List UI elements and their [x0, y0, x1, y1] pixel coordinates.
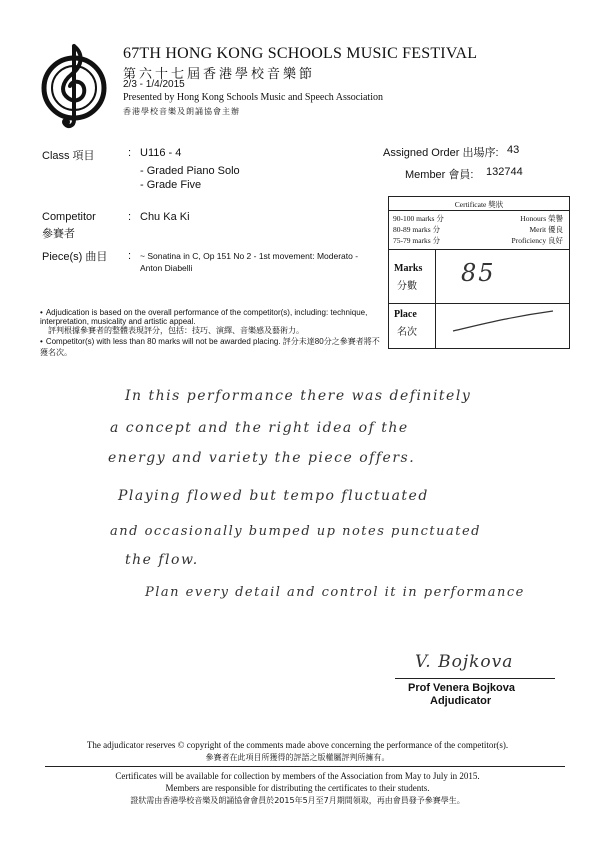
- presented-by-en: Presented by Hong Kong Schools Music and Speech Association: [123, 92, 383, 103]
- festival-title-zh: 第六十七屆香港學校音樂節: [123, 67, 316, 82]
- competitor-label-zh: 參賽者: [42, 228, 75, 240]
- competitor-colon: :: [128, 211, 132, 223]
- cert-award-proficiency: Proficiency 良好: [511, 236, 563, 245]
- assigned-order-value: 43: [507, 144, 520, 156]
- member-label: Member 會員:: [405, 169, 474, 181]
- collection-en: Certificates will be available for collection by members of the Association from May to July in 2015.: [115, 771, 480, 781]
- cert-range-proficiency: 75-79 marks 分: [393, 236, 441, 245]
- place-label-en: Place: [394, 309, 417, 320]
- comment-line: the flow.: [125, 552, 199, 568]
- piece-line-1: ~ Sonatina in C, Op 151 No 2 - 1st movement: Moderato -: [140, 251, 359, 261]
- festival-dates: 2/3 - 1/4/2015: [123, 79, 185, 90]
- festival-title-en: 67TH HONG KONG SCHOOLS MUSIC FESTIVAL: [123, 45, 478, 62]
- presented-by-zh: 香港學校音樂及朗誦協會主辦: [123, 107, 240, 116]
- class-code: U116 - 4: [140, 147, 182, 159]
- comment-line: Playing flowed but tempo fluctuated: [118, 488, 429, 504]
- adjudicator-name: Prof Venera Bojkova: [408, 682, 515, 694]
- class-desc-2: - Grade Five: [140, 179, 202, 191]
- placing-note: • Competitor(s) with less than 80 marks will not be awarded placing. 評分未達80分之參賽者將不獲名次。: [40, 337, 380, 357]
- pieces-label: Piece(s) 曲目: [42, 251, 108, 263]
- cert-award-honours: Honours 榮譽: [520, 214, 563, 223]
- treble-clef-logo-icon: [36, 40, 118, 130]
- cert-range-honours: 90-100 marks 分: [393, 214, 444, 223]
- comment-line: In this performance there was definitely: [125, 388, 472, 404]
- responsible-en: Members are responsible for distributing the certificates to their students.: [165, 783, 430, 793]
- certificate-box: [388, 196, 570, 349]
- marks-value: 85: [461, 259, 496, 287]
- adjudicator-title: Adjudicator: [430, 695, 492, 707]
- copyright-en: The adjudicator reserves © copyright of the comments made above concerning the performance of the competitor(s).: [86, 740, 509, 750]
- piece-line-2: Anton Diabelli: [140, 263, 193, 273]
- comment-line: energy and variety the piece offers.: [108, 450, 416, 466]
- class-label: Class 項目: [42, 150, 95, 162]
- adjudication-note: • Adjudication is based on the overall performance of the competitor(s), including: technique, interpretation, musicality and artistic appeal. 評判根據參賽者的整體表現評分，包括：技巧、演繹、音樂感及藝術力。: [40, 308, 368, 335]
- competitor-name: Chu Ka Ki: [140, 211, 190, 223]
- assigned-order-label: Assigned Order 出場序:: [383, 147, 499, 159]
- festival-logo: [36, 40, 118, 130]
- marks-label-zh: 分數: [397, 281, 417, 292]
- collection-zh: 證狀需由香港學校音樂及朗誦協會會員於2015年5月至7月期間領取，再由會員發予參賽學生。: [130, 796, 465, 805]
- class-colon: :: [128, 147, 132, 159]
- adjudicator-signature: V. Bojkova: [415, 652, 514, 672]
- place-strike-mark: [449, 307, 559, 337]
- copyright-zh: 參賽者在此項目所獲得的評語之版權屬評判所擁有。: [205, 753, 390, 762]
- footer-divider: [45, 766, 565, 767]
- certificate-title: Certificate 獎狀: [454, 200, 504, 209]
- member-value: 132744: [486, 166, 523, 178]
- pieces-colon: :: [128, 250, 132, 262]
- cert-award-merit: Merit 優良: [529, 225, 563, 234]
- comment-line: Plan every detail and control it in performance: [145, 585, 525, 600]
- place-label-zh: 名次: [397, 327, 417, 338]
- marks-label-en: Marks: [394, 263, 423, 274]
- class-desc-1: - Graded Piano Solo: [140, 165, 240, 177]
- comment-line: a concept and the right idea of the: [110, 420, 409, 436]
- comment-line: and occasionally bumped up notes punctuated: [110, 524, 481, 539]
- competitor-label-en: Competitor: [42, 211, 96, 223]
- cert-range-merit: 80-89 marks 分: [393, 225, 441, 234]
